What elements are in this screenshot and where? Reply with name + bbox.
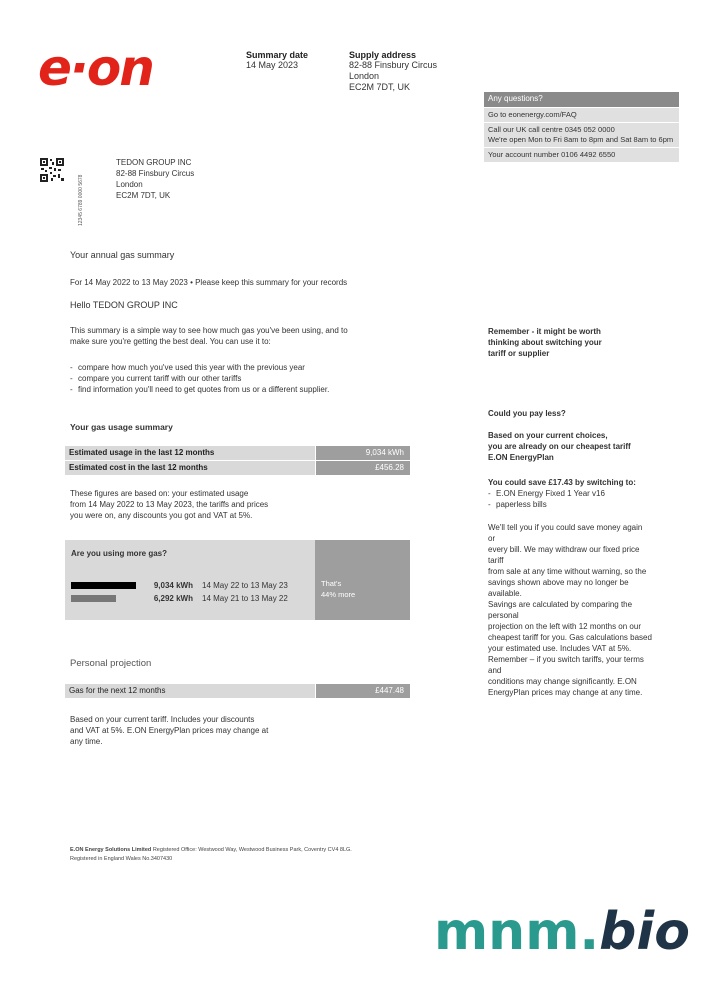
sidebar-body-line: savings shown above may no longer be (488, 578, 629, 587)
summary-date-block (246, 50, 308, 71)
intro-line: This summary is a simple way to see how much gas you've been using, and to (70, 326, 348, 335)
projection-note (70, 714, 268, 747)
supply-address-line: London (349, 71, 380, 81)
summary-date: 14 May 2023 (246, 60, 299, 70)
sidebar-body-line: your estimated use. Includes VAT at 5%. (488, 644, 632, 653)
intro-line: make sure you're getting the best deal. You can use it to: (70, 337, 271, 346)
estimated-cost-row (65, 461, 410, 475)
recipient-line: 82-88 Finsbury Circus (116, 169, 195, 178)
projection-row (65, 684, 410, 698)
usage-previous-kwh: 6,292 kWh (153, 594, 193, 603)
usage-note (70, 488, 268, 521)
projection-title: Personal projection (70, 658, 152, 669)
sidebar-body-line: available. (488, 589, 522, 598)
supply-address-label: Supply address (349, 50, 417, 60)
remember-line: thinking about switching your (488, 338, 602, 347)
usage-summary-title: Your gas usage summary (70, 422, 173, 432)
sidebar-body-line: personal (488, 611, 519, 620)
projection-note-line: Based on your current tariff. Includes your discounts (70, 715, 255, 724)
sidebar-body-line: cheapest tariff for you. Gas calculations based (488, 633, 652, 642)
pay-less-title: Could you pay less? (488, 409, 566, 418)
recipient-line: London (116, 180, 143, 189)
estimated-cost-value: £456.28 (316, 461, 410, 475)
intro-text (70, 325, 348, 347)
sidebar-body-line: every bill. We may withdraw our fixed price (488, 545, 640, 554)
current-choice-line: Based on your current choices, (488, 431, 608, 440)
supply-address-line: 82-88 Finsbury Circus (349, 60, 438, 70)
recipient-line: EC2M 7DT, UK (116, 191, 171, 200)
projection-note-line: and VAT at 5%. E.ON EnergyPlan prices may change at (70, 726, 269, 735)
sidebar-body-line: and (488, 666, 502, 675)
call-centre-info (484, 122, 679, 147)
current-choice-line: you are already on our cheapest tariff (488, 442, 631, 451)
comparison-line: 44% more (321, 590, 356, 599)
current-choice (488, 430, 631, 463)
supply-address-block (349, 50, 437, 93)
sidebar-body-text (488, 522, 678, 698)
vertical-reference: 12345 6789 0000 5678 (78, 174, 84, 226)
current-choice-line: E.ON EnergyPlan (488, 453, 554, 462)
sidebar-body-line: tariff (488, 556, 504, 565)
remember-note (488, 326, 602, 359)
sidebar-body-line: projection on the left with 12 months on our (488, 622, 641, 631)
sidebar-body-line: or (488, 534, 496, 543)
summary-date-label: Summary date (246, 50, 309, 60)
list-item: - find information you'll need to get quotes from us or a different supplier. (78, 384, 329, 395)
greeting: Hello TEDON GROUP INC (70, 300, 178, 310)
sidebar-body-line: We'll tell you if you could save money again (488, 523, 643, 532)
list-item: - compare how much you've used this year with the previous year (78, 362, 329, 373)
footer (70, 846, 352, 864)
projection-note-line: any time. (70, 737, 103, 746)
estimated-cost-label: Estimated cost in the last 12 months (65, 461, 315, 475)
more-gas-comparison (315, 540, 410, 620)
watermark-part-2: bio (599, 902, 690, 962)
sidebar-body-line: conditions may change significantly. E.ON (488, 677, 637, 686)
estimated-usage-value: 9,034 kWh (316, 446, 410, 460)
sidebar-body-line: EnergyPlan prices may change at any time. (488, 688, 643, 697)
usage-note-line: These figures are based on: your estimated usage (70, 489, 249, 498)
watermark-part-1: mnm. (434, 902, 600, 962)
usage-current-period: 14 May 22 to 13 May 23 (202, 581, 288, 590)
projection-value: £447.48 (316, 684, 410, 698)
opening-hours: We're open Mon to Fri 8am to 8pm and Sat 8am to 6pm (488, 135, 674, 144)
questions-title: Any questions? (484, 92, 679, 107)
footer-address: Registered Office: Westwood Way, Westwood Business Park, Coventry CV4 8LG. (151, 847, 352, 853)
supply-address-line: EC2M 7DT, UK (349, 82, 411, 92)
recipient-address (116, 157, 194, 201)
footer-line-2: Registered in England Wales No.3407430 (70, 856, 173, 862)
account-number: Your account number 0106 4492 6550 (484, 147, 679, 162)
comparison-line: That's (321, 579, 342, 588)
footer-company: E.ON Energy Solutions Limited (70, 847, 152, 853)
usage-note-line: from 14 May 2022 to 13 May 2023, the tariffs and prices (70, 500, 269, 509)
usage-bar-current (71, 582, 136, 589)
estimated-usage-label: Estimated usage in the last 12 months (65, 446, 315, 460)
estimated-usage-row (65, 446, 410, 460)
save-title: You could save £17.43 by switching to: (488, 478, 636, 487)
remember-line: Remember - it might be worth (488, 327, 601, 336)
summary-title: Your annual gas summary (70, 250, 175, 260)
more-gas-box (65, 540, 315, 620)
eon-logo: e·on (38, 39, 153, 97)
usage-previous-period: 14 May 21 to 13 May 22 (202, 594, 288, 603)
list-item: - E.ON Energy Fixed 1 Year v16 (496, 488, 605, 499)
questions-panel (484, 92, 679, 162)
more-gas-title: Are you using more gas? (71, 549, 168, 558)
sidebar-body-line: Savings are calculated by comparing the (488, 600, 633, 609)
projection-label: Gas for the next 12 months (65, 684, 315, 698)
save-items (488, 488, 605, 510)
sidebar-body-line: Remember – if you switch tariffs, your terms (488, 655, 644, 664)
faq-link[interactable]: Go to eonenergy.com/FAQ (484, 107, 679, 122)
footer-line-1 (70, 846, 352, 855)
recipient-name: TEDON GROUP INC (116, 158, 192, 167)
intro-bullets (70, 362, 329, 395)
list-item: - paperless bills (496, 499, 605, 510)
usage-bar-previous (71, 595, 116, 602)
summary-period: For 14 May 2022 to 13 May 2023 • Please keep this summary for your records (70, 278, 348, 287)
mnm-bio-watermark (434, 900, 690, 964)
remember-line: tariff or supplier (488, 349, 550, 358)
usage-note-line: you were on, any discounts you got and VAT at 5%. (70, 511, 253, 520)
list-item: - compare you current tariff with our other tariffs (78, 373, 329, 384)
qr-code-icon (40, 158, 64, 182)
sidebar-body-line: from sale at any time without warning, so the (488, 567, 647, 576)
usage-current-kwh: 9,034 kWh (153, 581, 193, 590)
call-centre-number: Call our UK call centre 0345 052 0000 (488, 125, 615, 134)
